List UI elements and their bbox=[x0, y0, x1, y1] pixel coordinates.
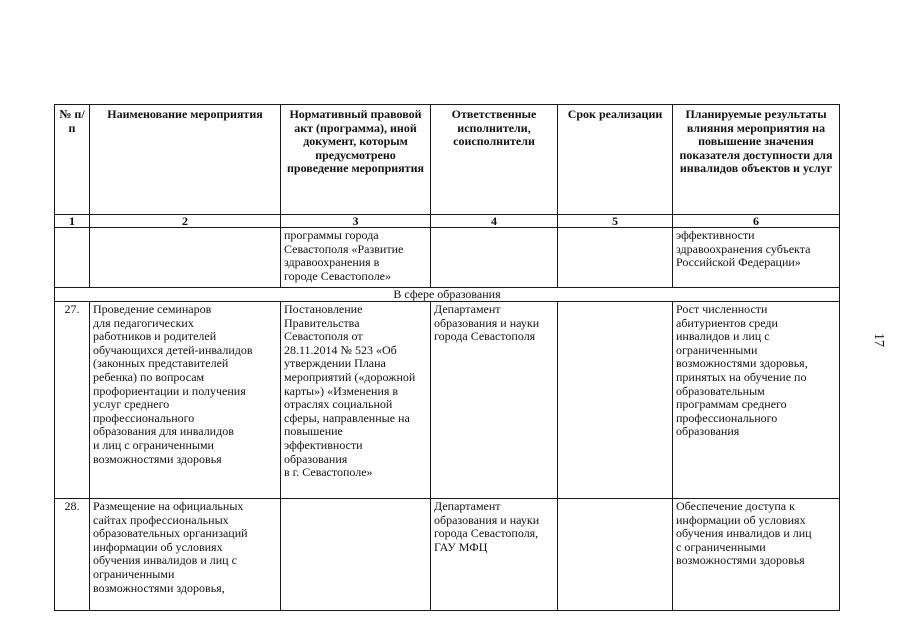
continuation-row bbox=[55, 228, 840, 288]
expected-result: Обеспечение доступа к информации об условиях обучения инвалидов и лиц с ограниченными возможностями здоровья bbox=[673, 499, 840, 611]
legal-act bbox=[281, 499, 431, 611]
header-term: Срок реализации bbox=[558, 105, 673, 215]
legal-act: программы города Севастополя «Развитие здравоохранения в городе Севастополе» bbox=[281, 228, 431, 288]
expected-result: Рост численности абитуриентов среди инвалидов и лиц с ограниченными возможностями здоровья, принятых на обучение по образовательным программам среднего профессионального образования bbox=[673, 302, 840, 499]
header-row bbox=[55, 105, 840, 215]
legal-act: Постановление Правительства Севастополя от 28.11.2014 № 523 «Об утверждении Плана мероприятий («дорожной карты») «Изменения в отраслях социальной сферы, направленные на повышение эффективности образования в г. Севастополе» bbox=[281, 302, 431, 499]
header-responsible: Ответственные исполнители, соисполнители bbox=[431, 105, 558, 215]
column-number-row bbox=[55, 215, 840, 228]
responsible bbox=[431, 228, 558, 288]
column-number: 3 bbox=[281, 215, 431, 228]
measure-name bbox=[90, 228, 281, 288]
header-result: Планируемые результаты влияния мероприятия на повышение значения показателя доступности для инвалидов объектов и услуг bbox=[673, 105, 840, 215]
row-number: 28. bbox=[55, 499, 90, 611]
expected-result: эффективности здравоохранения субъекта Российской Федерации» bbox=[673, 228, 840, 288]
column-number: 2 bbox=[90, 215, 281, 228]
row-number: 27. bbox=[55, 302, 90, 499]
term bbox=[558, 302, 673, 499]
column-number: 4 bbox=[431, 215, 558, 228]
section-row bbox=[55, 288, 840, 302]
column-number: 5 bbox=[558, 215, 673, 228]
term bbox=[558, 228, 673, 288]
measures-table bbox=[54, 104, 840, 611]
column-number: 1 bbox=[55, 215, 90, 228]
row-number bbox=[55, 228, 90, 288]
measure-name: Проведение семинаров для педагогических работников и родителей обучающихся детей-инвалидов (законных представителей ребенка) по вопросам профориентации и получения услуг среднего профессионального образования для инвалидов и лиц с ограниченными возможностями здоровья bbox=[90, 302, 281, 499]
header-act: Нормативный правовой акт (программа), иной документ, которым предусмотрено проведение мероприятия bbox=[281, 105, 431, 215]
responsible: Департамент образования и науки города Севастополя bbox=[431, 302, 558, 499]
table-row bbox=[55, 499, 840, 611]
header-no: № п/п bbox=[55, 105, 90, 215]
header-name: Наименование мероприятия bbox=[90, 105, 281, 215]
column-number: 6 bbox=[673, 215, 840, 228]
page-number: 17 bbox=[871, 333, 886, 347]
measure-name: Размещение на официальных сайтах профессиональных образовательных организаций информации об условиях обучения инвалидов и лиц с ограниченными возможностями здоровья, bbox=[90, 499, 281, 611]
section-title: В сфере образования bbox=[55, 288, 840, 302]
table-row bbox=[55, 302, 840, 499]
responsible: Департамент образования и науки города Севастополя, ГАУ МФЦ bbox=[431, 499, 558, 611]
term bbox=[558, 499, 673, 611]
